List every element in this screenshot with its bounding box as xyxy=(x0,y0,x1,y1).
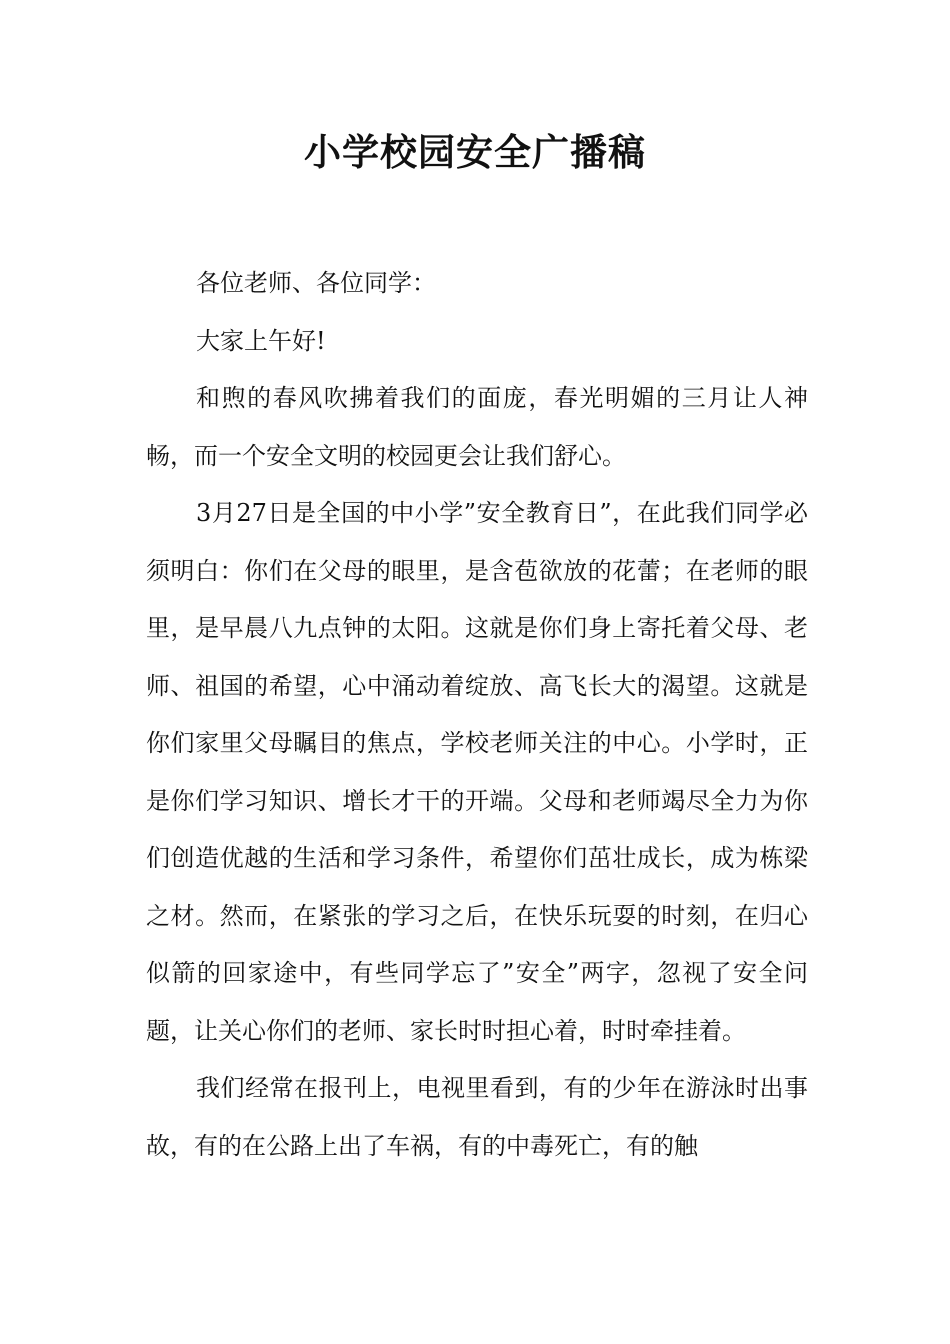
paragraph-intro: 和煦的春风吹拂着我们的面庞，春光明媚的三月让人神畅，而一个安全文明的校园更会让我们舒心。 xyxy=(146,384,808,470)
paragraph-safety-day: 3月27日是全国的中小学”安全教育日”，在此我们同学必须明白：你们在父母的眼里，是含苞欲放的花蕾；在老师的眼里，是早晨八九点钟的太阳。这就是你们身上寄托着父母、老师、祖国的希望，心中涌动着绽放、高飞长大的渴望。这就是你们家里父母瞩目的焦点，学校老师关注的中心。小学时，正是你们学习知识、增长才干的开端。父母和老师竭尽全力为你们创造优越的生活和学习条件，希望你们茁壮成长，成为栋梁之材。然而，在紧张的学习之后，在快乐玩耍的时刻，在归心似箭的回家途中，有些同学忘了”安全”两字，忽视了安全问题，让关心你们的老师、家长时时担心着，时时牵挂着。 xyxy=(146,499,808,1045)
paragraph-greeting: 各位老师、各位同学： xyxy=(196,269,436,297)
paragraph-salutation: 大家上午好! xyxy=(196,326,326,355)
document-body xyxy=(146,255,808,1175)
document-title: 小学校园安全广播稿 xyxy=(304,130,646,174)
paragraph-accidents: 我们经常在报刊上，电视里看到，有的少年在游泳时出事故，有的在公路上出了车祸，有的中毒死亡，有的触 xyxy=(146,1074,808,1160)
